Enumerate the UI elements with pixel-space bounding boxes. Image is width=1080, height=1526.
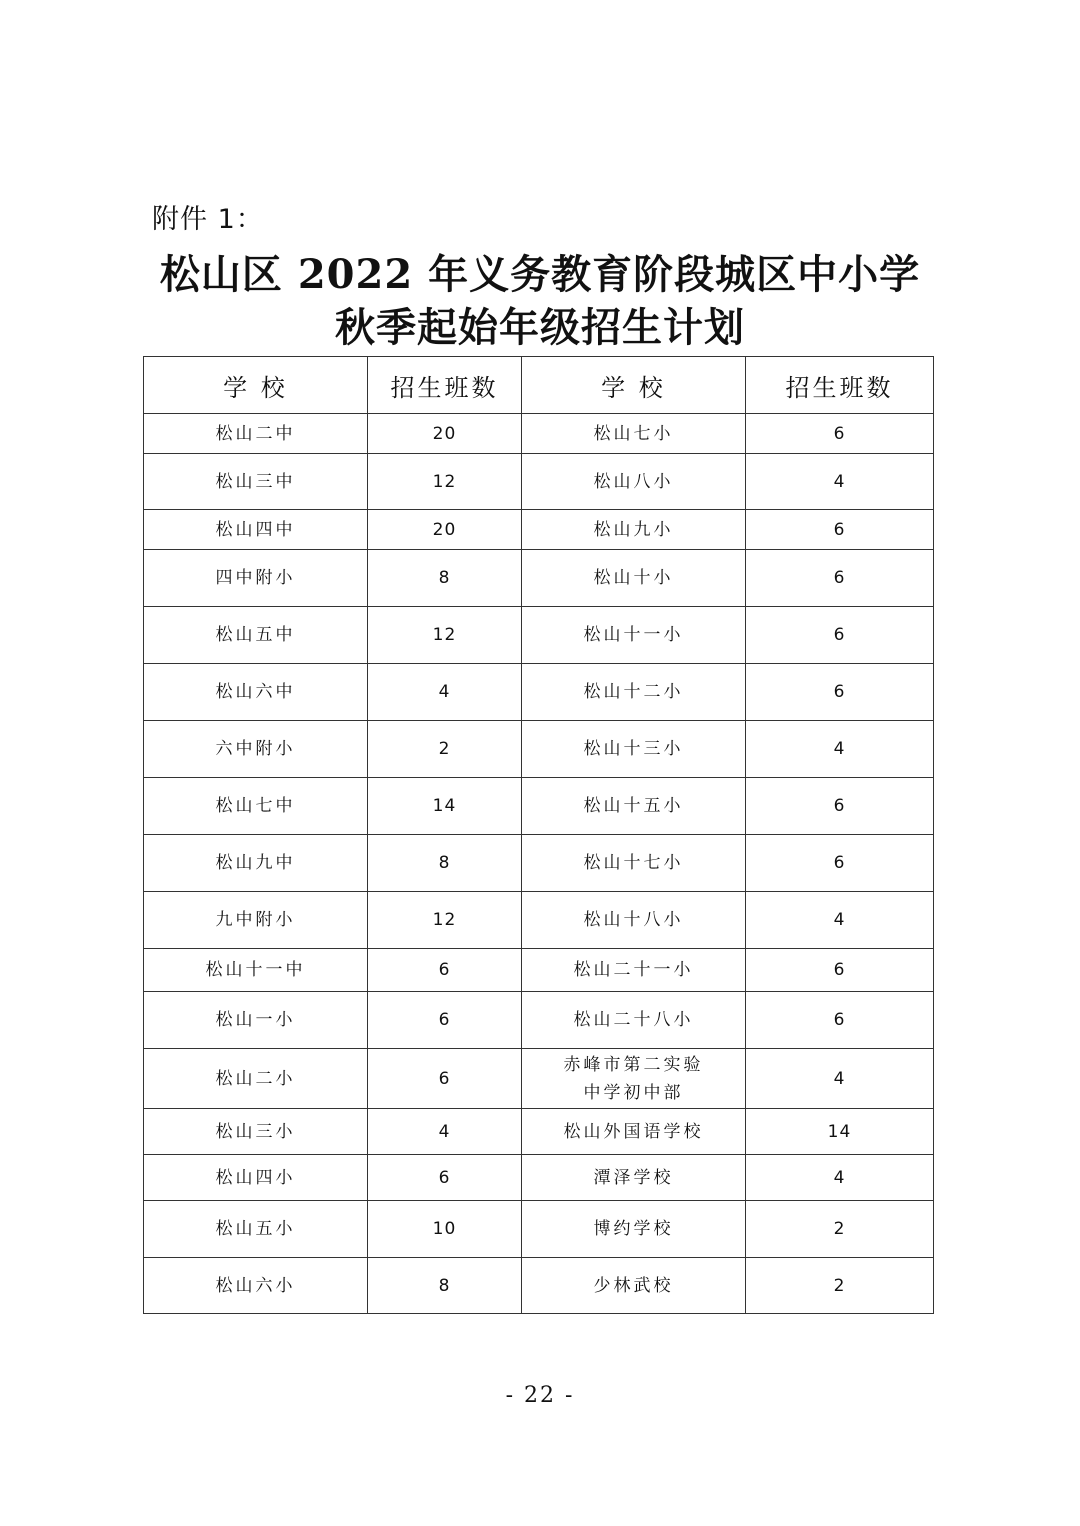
right-school-cell: 松山八小 <box>522 454 746 510</box>
right-school-cell: 松山十七小 <box>522 835 746 892</box>
left-classes-cell: 8 <box>368 835 522 892</box>
right-school-cell: 博约学校 <box>522 1201 746 1258</box>
left-classes-cell: 14 <box>368 778 522 835</box>
right-classes-cell: 6 <box>746 550 934 607</box>
header-classes-right: 招生班数 <box>746 357 934 414</box>
right-school-cell: 松山十八小 <box>522 892 746 949</box>
header-classes-left: 招生班数 <box>368 357 522 414</box>
table-row <box>144 454 934 510</box>
right-school-cell: 松山七小 <box>522 414 746 454</box>
table-row <box>144 1201 934 1258</box>
right-classes-cell: 6 <box>746 835 934 892</box>
right-classes-cell: 4 <box>746 454 934 510</box>
right-school-cell: 松山二十一小 <box>522 949 746 992</box>
left-school-cell: 松山六中 <box>144 664 368 721</box>
right-school-cell: 松山十三小 <box>522 721 746 778</box>
left-classes-cell: 6 <box>368 1155 522 1201</box>
table-header-row <box>144 357 934 414</box>
left-classes-cell: 4 <box>368 664 522 721</box>
table-row <box>144 778 934 835</box>
header-school-left: 学 校 <box>144 357 368 414</box>
left-classes-cell: 20 <box>368 414 522 454</box>
document-title-line-2: 秋季起始年级招生计划 <box>335 304 745 351</box>
right-classes-cell: 6 <box>746 510 934 550</box>
right-school-cell: 松山十二小 <box>522 664 746 721</box>
right-school-line-1: 赤峰市第二实验 <box>563 1054 704 1075</box>
left-school-cell: 松山七中 <box>144 778 368 835</box>
left-school-cell: 松山五小 <box>144 1201 368 1258</box>
right-school-cell: 松山十五小 <box>522 778 746 835</box>
right-classes-cell: 14 <box>746 1109 934 1155</box>
left-classes-cell: 8 <box>368 550 522 607</box>
right-classes-cell: 6 <box>746 949 934 992</box>
right-classes-cell: 6 <box>746 778 934 835</box>
left-classes-cell: 12 <box>368 607 522 664</box>
left-school-cell: 松山四小 <box>144 1155 368 1201</box>
left-classes-cell: 12 <box>368 892 522 949</box>
table-row <box>144 992 934 1049</box>
right-classes-cell: 4 <box>746 892 934 949</box>
left-school-cell: 松山五中 <box>144 607 368 664</box>
right-school-cell: 潭泽学校 <box>522 1155 746 1201</box>
left-classes-cell: 6 <box>368 992 522 1049</box>
left-school-cell: 松山十一中 <box>144 949 368 992</box>
attachment-label: 附件 1： <box>152 204 264 235</box>
table-row <box>144 550 934 607</box>
enrollment-plan-table <box>143 356 934 1314</box>
table-row <box>144 835 934 892</box>
left-school-cell: 松山二小 <box>144 1049 368 1109</box>
right-classes-cell: 6 <box>746 992 934 1049</box>
left-school-cell: 松山四中 <box>144 510 368 550</box>
right-classes-cell: 2 <box>746 1258 934 1314</box>
left-school-cell: 松山九中 <box>144 835 368 892</box>
left-school-cell: 松山一小 <box>144 992 368 1049</box>
left-classes-cell: 4 <box>368 1109 522 1155</box>
left-classes-cell: 2 <box>368 721 522 778</box>
right-school-cell: 少林武校 <box>522 1258 746 1314</box>
header-school-right: 学 校 <box>522 357 746 414</box>
right-school-cell <box>522 1049 746 1109</box>
right-school-cell: 松山十小 <box>522 550 746 607</box>
right-school-cell: 松山外国语学校 <box>522 1109 746 1155</box>
left-classes-cell: 6 <box>368 1049 522 1109</box>
left-classes-cell: 12 <box>368 454 522 510</box>
right-school-line-2: 中学初中部 <box>583 1082 684 1103</box>
right-classes-cell: 2 <box>746 1201 934 1258</box>
left-classes-cell: 8 <box>368 1258 522 1314</box>
table-row <box>144 510 934 550</box>
left-classes-cell: 20 <box>368 510 522 550</box>
right-school-cell: 松山九小 <box>522 510 746 550</box>
table-row <box>144 892 934 949</box>
left-school-cell: 松山三中 <box>144 454 368 510</box>
right-classes-cell: 4 <box>746 1049 934 1109</box>
table-row <box>144 1109 934 1155</box>
page-number: - 22 - <box>505 1383 575 1408</box>
table-row <box>144 607 934 664</box>
table-row <box>144 1155 934 1201</box>
table-row <box>144 721 934 778</box>
right-classes-cell: 4 <box>746 721 934 778</box>
right-classes-cell: 6 <box>746 664 934 721</box>
table-row <box>144 1258 934 1314</box>
right-school-cell: 松山二十八小 <box>522 992 746 1049</box>
left-school-cell: 松山六小 <box>144 1258 368 1314</box>
right-classes-cell: 6 <box>746 607 934 664</box>
left-school-cell: 四中附小 <box>144 550 368 607</box>
left-school-cell: 松山二中 <box>144 414 368 454</box>
left-school-cell: 六中附小 <box>144 721 368 778</box>
table-row <box>144 414 934 454</box>
right-classes-cell: 4 <box>746 1155 934 1201</box>
table-row <box>144 664 934 721</box>
left-classes-cell: 6 <box>368 949 522 992</box>
right-school-cell: 松山十一小 <box>522 607 746 664</box>
left-school-cell: 松山三小 <box>144 1109 368 1155</box>
table-row <box>144 1049 934 1109</box>
right-classes-cell: 6 <box>746 414 934 454</box>
table-row <box>144 949 934 992</box>
left-school-cell: 九中附小 <box>144 892 368 949</box>
left-classes-cell: 10 <box>368 1201 522 1258</box>
document-title-line-1: 松山区 2022 年义务教育阶段城区中小学 <box>159 251 921 298</box>
